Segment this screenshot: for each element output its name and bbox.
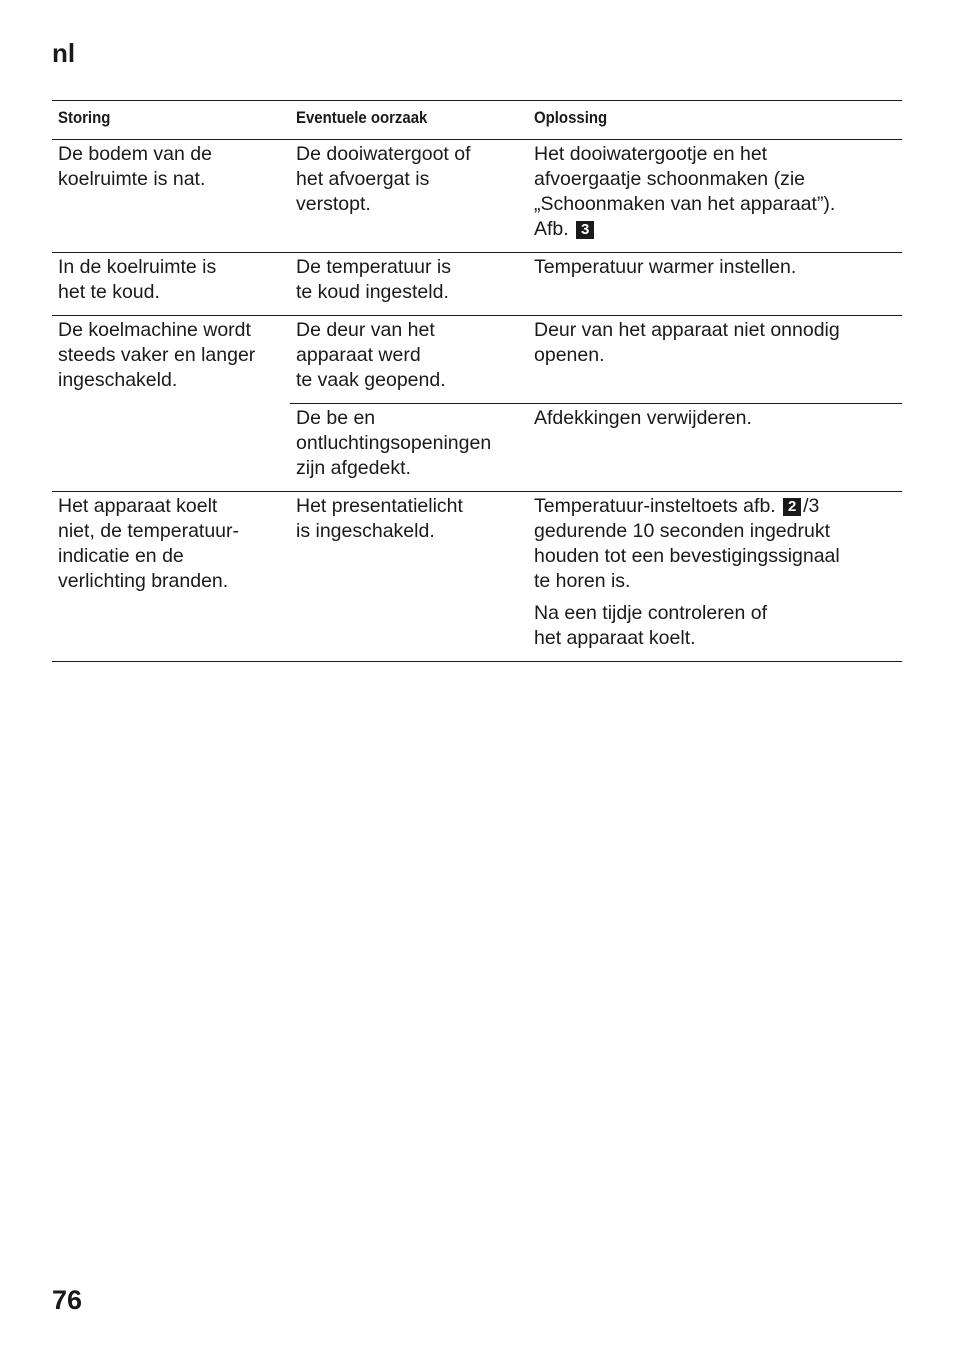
table-row bbox=[52, 140, 902, 253]
troubleshooting-table bbox=[52, 100, 902, 662]
table-row bbox=[52, 253, 902, 316]
language-label: nl bbox=[52, 38, 76, 68]
figure-reference-badge: 3 bbox=[576, 221, 594, 239]
oplossing-cell: Deur van het apparaat niet onnodig openen. bbox=[528, 316, 902, 404]
oplossing-cell: Temperatuur-insteltoets afb. 2 /3 gedurende 10 seconden ingedrukt houden tot een bevestigingssignaal te horen is. Na een tijdje controleren of het apparaat koelt. bbox=[528, 492, 902, 662]
oplossing-cell: Het dooiwatergootje en het afvoergaatje schoonmaken (zie „Schoonmaken van het apparaat”). Afb. 3 bbox=[528, 140, 902, 253]
storing-cell: De bodem van de koelruimte is nat. bbox=[52, 140, 290, 253]
column-header-storing: Storing bbox=[52, 101, 290, 140]
oorzaak-cell: De deur van het apparaat werd te vaak geopend. bbox=[290, 316, 528, 404]
storing-cell: In de koelruimte is het te koud. bbox=[52, 253, 290, 316]
table-row bbox=[52, 492, 902, 662]
oplossing-cell: Temperatuur warmer instellen. bbox=[528, 253, 902, 316]
oorzaak-cell: De temperatuur is te koud ingesteld. bbox=[290, 253, 528, 316]
oorzaak-cell: De be en ontluchtingsopeningen zijn afgedekt. bbox=[290, 404, 528, 492]
table-header-row bbox=[52, 101, 902, 140]
column-header-oplossing: Oplossing bbox=[528, 101, 902, 140]
figure-reference-badge: 2 bbox=[783, 498, 801, 516]
table-row bbox=[52, 316, 902, 404]
page-number: 76 bbox=[52, 1285, 83, 1315]
column-header-oorzaak: Eventuele oorzaak bbox=[290, 101, 528, 140]
oplossing-cell: Afdekkingen verwijderen. bbox=[528, 404, 902, 492]
oorzaak-cell: Het presentatielicht is ingeschakeld. bbox=[290, 492, 528, 662]
storing-cell: Het apparaat koelt niet, de temperatuur- indicatie en de verlichting branden. bbox=[52, 492, 290, 662]
storing-cell: De koelmachine wordt steeds vaker en langer ingeschakeld. bbox=[52, 316, 290, 492]
oorzaak-cell: De dooiwatergoot of het afvoergat is verstopt. bbox=[290, 140, 528, 253]
